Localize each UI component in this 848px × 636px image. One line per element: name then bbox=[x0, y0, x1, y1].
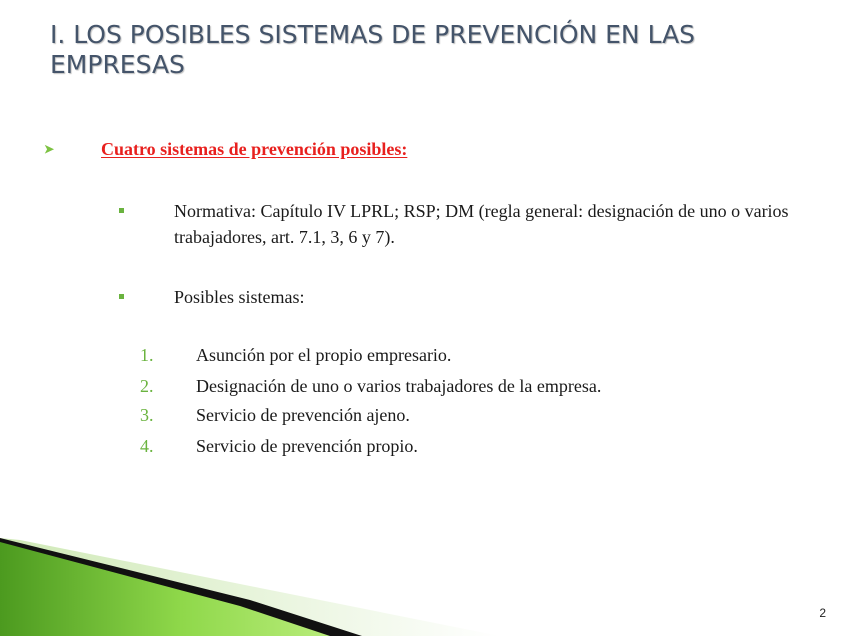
item-text: Asunción por el propio empresario. bbox=[196, 345, 452, 365]
section-heading: Cuatro sistemas de prevención posibles: bbox=[101, 139, 408, 159]
arrowhead-bullet-icon: ➤ bbox=[44, 142, 55, 156]
bullet-text: Posibles sistemas: bbox=[174, 287, 305, 307]
item-number: 4. bbox=[140, 436, 154, 456]
bullet-text: Normativa: Capítulo IV LPRL; RSP; DM (regla general: designación de uno o varios trabajadores, art. 7.1, 3, 6 y 7). bbox=[174, 201, 789, 247]
item-text: Servicio de prevención ajeno. bbox=[196, 405, 410, 425]
item-number: 2. bbox=[140, 376, 154, 396]
page-number: 2 bbox=[819, 606, 826, 620]
item-number: 1. bbox=[140, 345, 154, 365]
item-text: Servicio de prevención propio. bbox=[196, 436, 418, 456]
green-swoosh-band bbox=[0, 542, 330, 636]
item-number: 3. bbox=[140, 405, 154, 425]
item-text: Designación de uno o varios trabajadores de la empresa. bbox=[196, 376, 602, 396]
slide-title: I. LOS POSIBLES SISTEMAS DE PREVENCIÓN EN LAS EMPRESAS bbox=[50, 20, 696, 79]
